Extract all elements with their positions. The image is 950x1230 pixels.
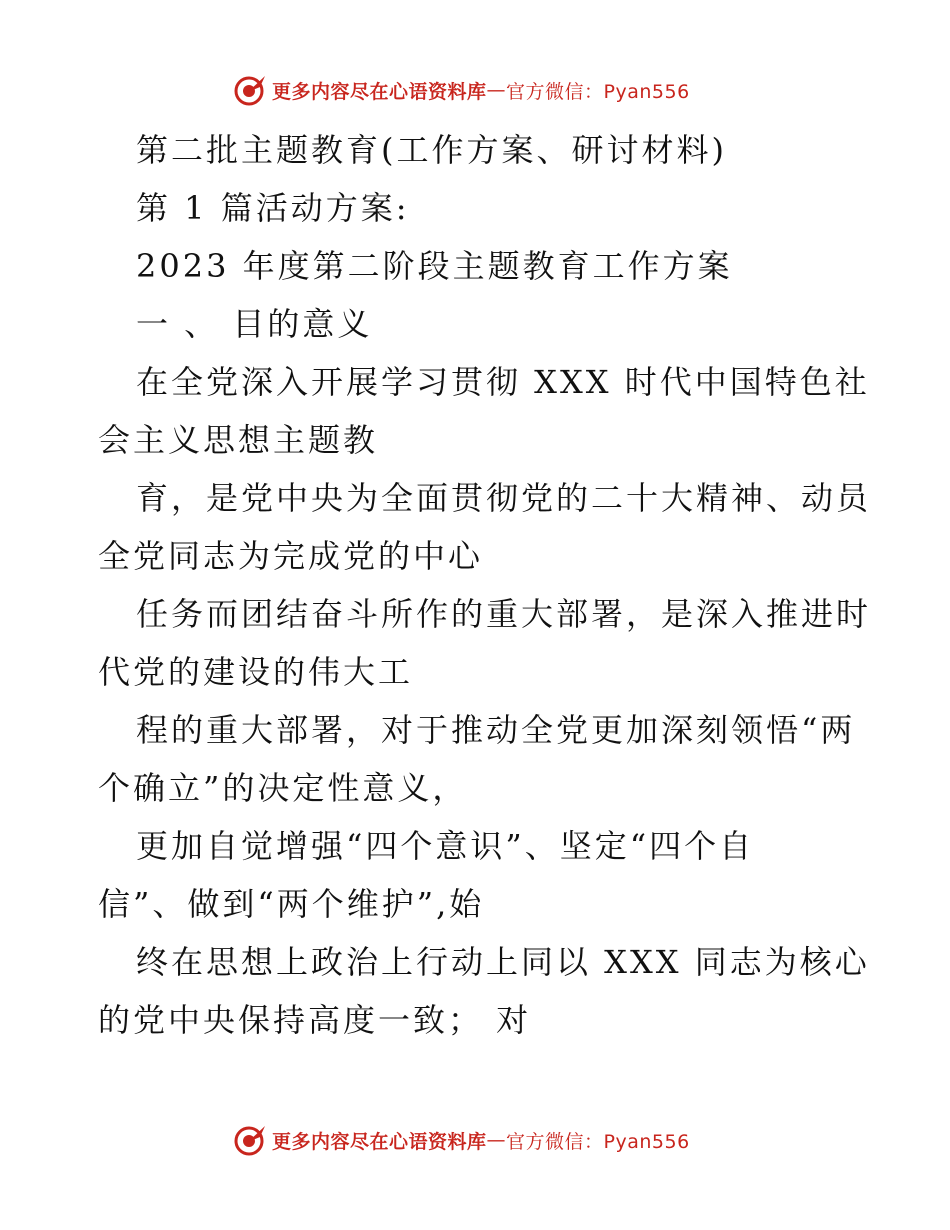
plan-title: 2023 年度第二阶段主题教育工作方案 xyxy=(136,247,733,285)
quill-logo-icon xyxy=(234,1123,268,1157)
paragraph-line: 个确立”的决定性意义， xyxy=(98,769,468,807)
watermark-wechat-text: 官方微信：Pyan556 xyxy=(506,1130,690,1153)
paragraph-line: 全党同志为完成党的中心 xyxy=(98,537,484,575)
paragraph-line: 更加自觉增强“四个意识”、坚定“四个自 xyxy=(136,827,755,865)
paragraph-line: 的党中央保持高度一致； 对 xyxy=(98,1001,532,1039)
quill-logo-icon xyxy=(234,73,268,107)
watermark-wechat-text: 官方微信：Pyan556 xyxy=(506,80,690,103)
document-title: 第二批主题教育(工作方案、研讨材料) xyxy=(136,131,727,169)
watermark-dash: — xyxy=(486,79,507,101)
paragraph-line: 会主义思想主题教 xyxy=(98,421,379,459)
watermark-main-text: 更多内容尽在心语资料库 xyxy=(272,80,487,103)
paragraph-line: 信”、做到“两个维护”,始 xyxy=(98,885,485,923)
subsection-heading: 一 、 目的意义 xyxy=(136,305,373,343)
paragraph-line: 任务而团结奋斗所作的重大部署，是深入推进时 xyxy=(136,595,872,633)
footer-watermark xyxy=(234,1120,754,1160)
watermark-dash: — xyxy=(486,1129,507,1151)
paragraph-line: 在全党深入开展学习贯彻 XXX 时代中国特色社 xyxy=(136,363,870,401)
paragraph-line: 代党的建设的伟大工 xyxy=(98,653,414,691)
header-watermark xyxy=(234,70,754,110)
watermark-main-text: 更多内容尽在心语资料库 xyxy=(272,1130,487,1153)
paragraph-line: 程的重大部署，对于推动全党更加深刻领悟“两 xyxy=(136,711,856,749)
paragraph-line: 育，是党中央为全面贯彻党的二十大精神、动员 xyxy=(136,479,872,517)
section-heading: 第 1 篇活动方案: xyxy=(136,189,410,227)
paragraph-line: 终在思想上政治上行动上同以 XXX 同志为核心 xyxy=(136,943,870,981)
